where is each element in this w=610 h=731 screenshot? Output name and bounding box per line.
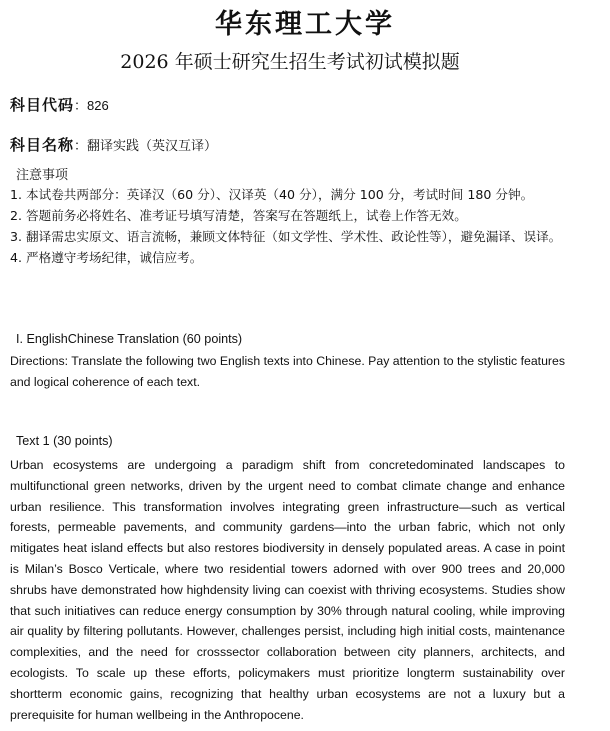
subject-name-colon: ： — [74, 139, 88, 154]
text1-body: Urban ecosystems are undergoing a paradigm shift from concretedominated landscapes to multifunctional green networks, driven by the urgent need to combat climate change and enhance urban resilience. This transformation involves integrating green infrastructure—such as vertical forests, permeable pavements, and community gardens—into the urban fabric, which not only mitigates heat island effects but also restores biodiversity in densely populated areas. A case in point is Milan’s Bosco Verticale, where two residential towers adorned with over 900 trees and 20,000 shrubs have demonstrated how highdensity living can coexist with thriving ecosystems. Studies show that such initiatives can reduce energy consumption by 30% through natural cooling, while improving air quality by filtering pollutants. However, challenges persist, including high initial costs, maintenance complexities, and the need for crosssector collaboration between city planners, architects, and ecologists. To scale up these efforts, policymakers must prioritize longterm sustainability over shortterm economic gains, recognizing that healthy urban ecosystems are not a luxury but a prerequisite for human wellbeing in the Anthropocene. — [10, 458, 565, 722]
notice-item: 4. 严格遵守考场纪律，诚信应考。 — [10, 250, 203, 265]
subject-code-value: 826 — [87, 98, 109, 113]
subject-code-row — [10, 94, 109, 115]
text1-heading: Text 1 (30 points) — [16, 434, 113, 448]
subject-name-value: 翻译实践（英汉互译） — [87, 139, 218, 154]
subject-name-label: 科目名称 — [10, 136, 75, 154]
subject-name-row — [10, 134, 217, 155]
subject-code-colon: ： — [74, 99, 88, 114]
notice-item: 3. 翻译需忠实原文、语言流畅，兼顾文体特征（如文学性、学术性、政论性等），避免漏译、误译。 — [10, 229, 562, 244]
section-heading: I. EnglishChinese Translation (60 points) — [16, 332, 243, 346]
notice-item: 2. 答题前务必将姓名、准考证号填写清楚，答案写在答题纸上，试卷上作答无效。 — [10, 208, 467, 223]
notice-title: 注意事项 — [16, 168, 69, 183]
notice-list — [10, 184, 580, 268]
subject-code-label: 科目代码 — [10, 96, 75, 114]
section-directions: Directions: Translate the following two English texts into Chinese. Pay attention to the stylistic features and logical coherence of each text. — [10, 354, 566, 389]
notice-item: 1. 本试卷共两部分：英译汉（60 分）、汉译英（40 分），满分 100 分，考试时间 180 分钟。 — [10, 187, 534, 202]
exam-title: 2026 年硕士研究生招生考试初试模拟题 — [120, 51, 460, 73]
university-name: 华东理工大学 — [215, 9, 395, 40]
